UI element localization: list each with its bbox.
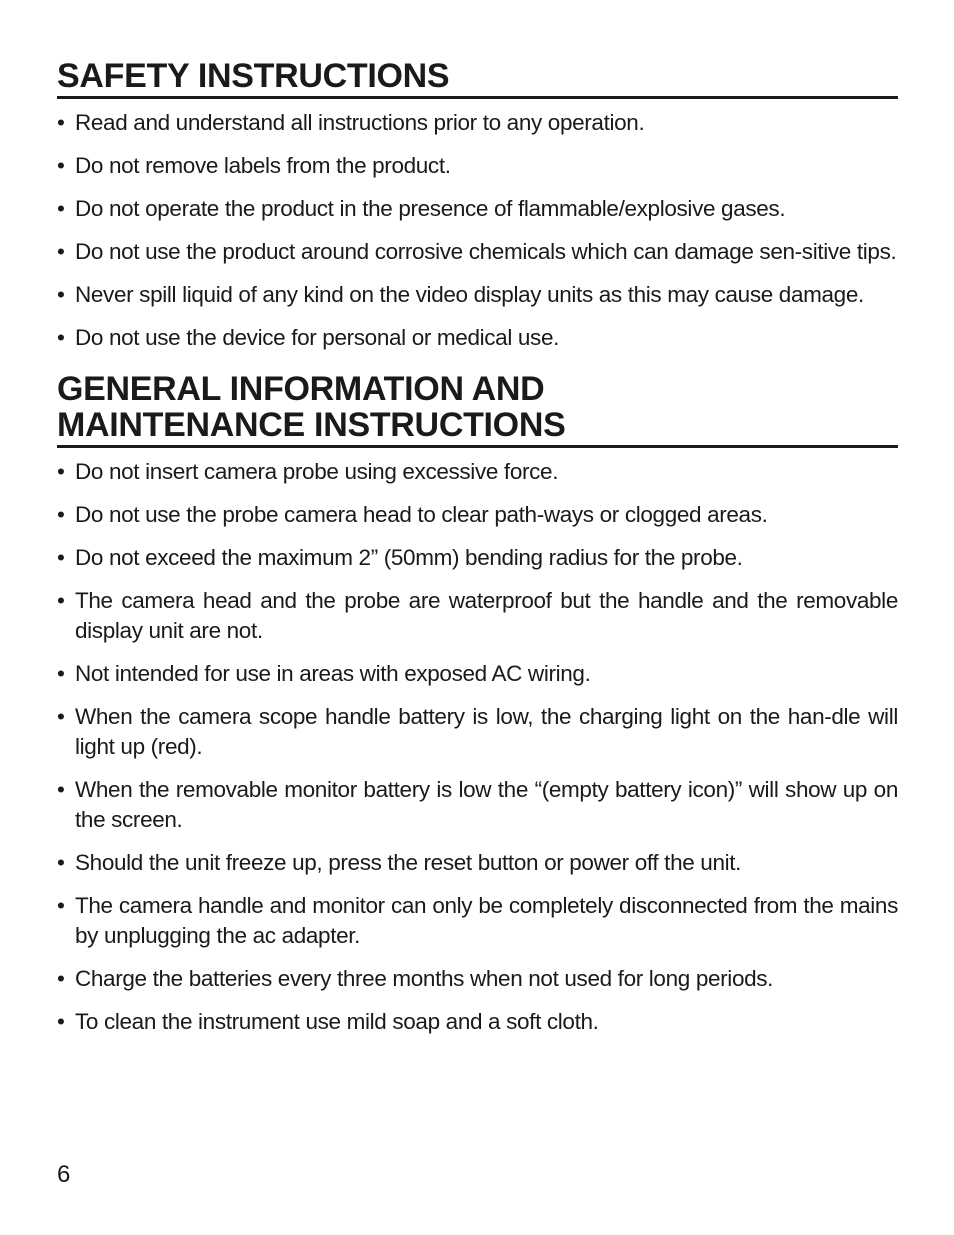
list-item: • Do not operate the product in the presence of flammable/explosive gases. <box>57 194 898 224</box>
maintenance-instructions-list <box>57 457 898 1037</box>
list-item: • The camera head and the probe are waterproof but the handle and the removable display unit are not. <box>57 586 898 646</box>
list-item: • To clean the instrument use mild soap and a soft cloth. <box>57 1007 898 1037</box>
list-item: • Do not insert camera probe using excessive force. <box>57 457 898 487</box>
general-information-heading: GENERAL INFORMATION AND MAINTENANCE INSTRUCTIONS <box>57 371 898 448</box>
list-item: • The camera handle and monitor can only be completely disconnected from the mains by unplugging the ac adapter. <box>57 891 898 951</box>
list-item: • Do not use the product around corrosive chemicals which can damage sen-sitive tips. <box>57 237 898 267</box>
list-item: • Do not remove labels from the product. <box>57 151 898 181</box>
list-item: • Do not use the device for personal or medical use. <box>57 323 898 353</box>
list-item: • Read and understand all instructions prior to any operation. <box>57 108 898 138</box>
safety-instructions-list <box>57 108 898 353</box>
list-item: • Never spill liquid of any kind on the video display units as this may cause damage. <box>57 280 898 310</box>
list-item: • Not intended for use in areas with exposed AC wiring. <box>57 659 898 689</box>
list-item: • Should the unit freeze up, press the reset button or power off the unit. <box>57 848 898 878</box>
safety-instructions-heading: SAFETY INSTRUCTIONS <box>57 58 898 99</box>
list-item: • Charge the batteries every three months when not used for long periods. <box>57 964 898 994</box>
list-item: • Do not use the probe camera head to clear path-ways or clogged areas. <box>57 500 898 530</box>
list-item: • When the removable monitor battery is low the “(empty battery icon)” will show up on the screen. <box>57 775 898 835</box>
list-item: • When the camera scope handle battery is low, the charging light on the han-dle will light up (red). <box>57 702 898 762</box>
document-page <box>57 58 898 1037</box>
page-number: 6 <box>57 1161 71 1188</box>
list-item: • Do not exceed the maximum 2” (50mm) bending radius for the probe. <box>57 543 898 573</box>
